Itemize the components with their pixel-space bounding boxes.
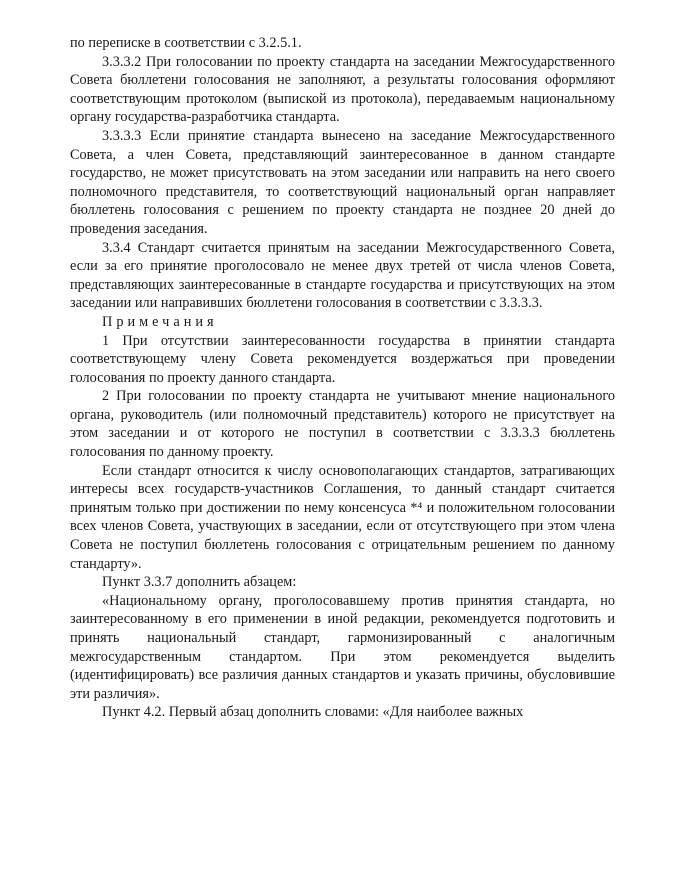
note-2: 2 При голосовании по проекту стандарта не учитывают мнение национального органа, руководитель (или полномочный представитель) которого не присутствует на этом заседании и от которого не поступил в соответствии с 3.3.3.3 бюллетень голосования по данному проекту. [70,388,615,461]
document-page [70,34,615,722]
paragraph-item-4-2: Пункт 4.2. Первый абзац дополнить словами: «Для наиболее важных [102,704,524,721]
paragraph-3-3-4: 3.3.4 Стандарт считается принятым на заседании Межгосударственного Совета, если за его принятие проголосовало не менее двух третей от числа членов Совета, представляющих заинтересованные в стандарте государства и присутствующих на этом заседании или направивших бюллетени голосования в соответствии с 3.3.3.3. [70,239,615,312]
note-1: 1 При отсутствии заинтересованности государства в принятии стандарта соответствующему члену Совета рекомендуется воздержаться при проведении голосования по проекту данного стандарта. [70,332,615,386]
paragraph-basic-standards: Если стандарт относится к числу основополагающих стандартов, затрагивающих интересы всех государств-участников Соглашения, то данный стандарт считается принятым только при достижении по нему консенсуса *⁴ и положительном голосовании всех членов Совета, участвующих в заседании, если от отсутствующего при этом члена Совета не поступил бюллетень голосования с отрицательным решением по данному стандарту». [70,462,615,572]
paragraph-3-3-3-2: 3.3.3.2 При голосовании по проекту стандарта на заседании Межгосударственного Совета бюллетени голосования не заполняют, а результаты голосования оформляют соответствующим протоколом (выпиской из протокола), передаваемым национальному органу государства-разработчика стандарта. [70,53,615,126]
paragraph-3-3-3-3: 3.3.3.3 Если принятие стандарта вынесено на заседание Межгосударственного Совета, а член Совета, представляющий заинтересованное в данном стандарте государство, не может присутствовать на этом заседании или направить на него своего полномочного представителя, то соответствующий национальный орган направляет бюллетень голосования с решением по проекту стандарта не позднее 20 дней до проведения заседания. [70,127,615,237]
paragraph-item-3-3-7: Пункт 3.3.7 дополнить абзацем: [102,574,297,591]
paragraph-continuation: по переписке в соответствии с 3.2.5.1. [70,35,302,51]
notes-heading: Примечания [102,313,218,330]
paragraph-quoted-addition: «Национальному органу, проголосовавшему против принятия стандарта, но заинтересованному в его применении в иной редакции, рекомендуется подготовить и принять национальный стандарт, гармонизированный с аналогичным межгосударственным стандартом. При этом рекомендуется выделить (идентифицировать) все различия данных стандартов и указать причины, обусловившие эти различия». [70,592,615,702]
